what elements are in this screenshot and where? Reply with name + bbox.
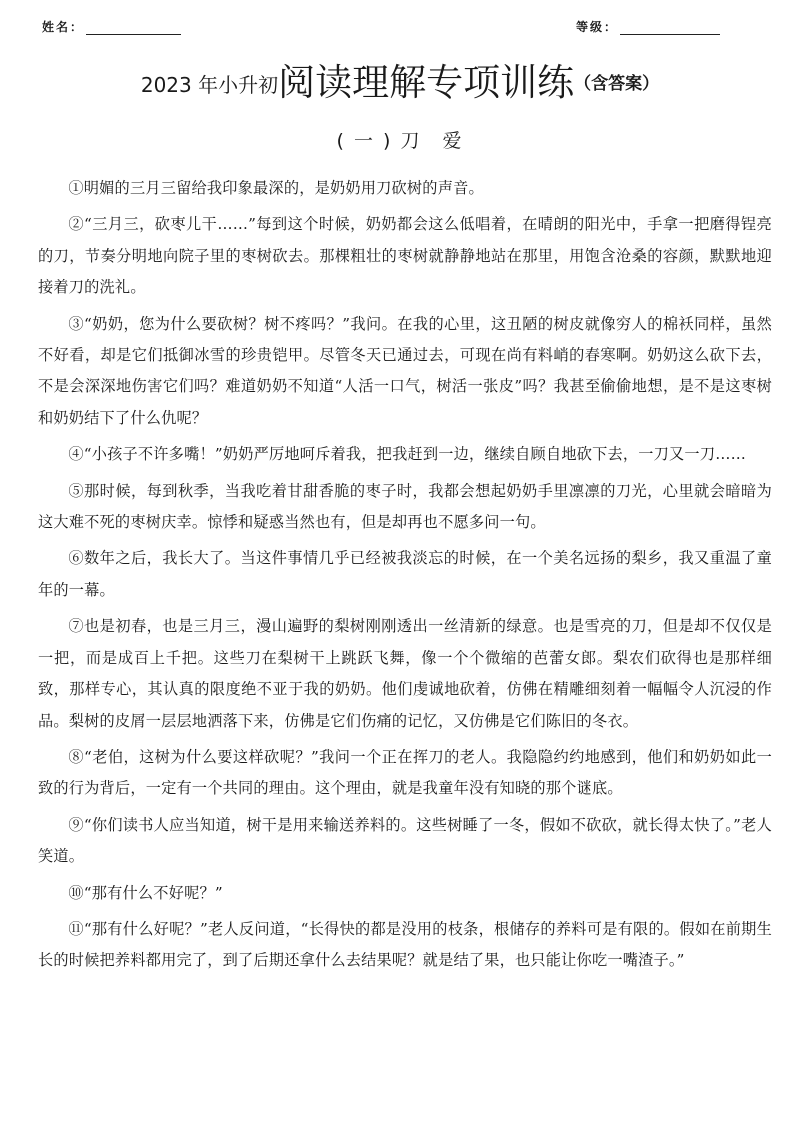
paragraph-7: ⑦也是初春，也是三月三，漫山遍野的梨树刚刚透出一丝清新的绿意。也是雪亮的刀，但是却不仅仅是一把，而是成百上千把。这些刀在梨树干上跳跃飞舞，像一个个微缩的芭蕾女郎。梨农们砍得也是那样细致，那样专心，其认真的限度绝不亚于我的奶奶。他们虔诚地砍着，仿佛在精雕细刻着一幅幅令人沉浸的作品。梨树的皮屑一层层地洒落下来，仿佛是它们伤痛的记忆，又仿佛是它们陈旧的冬衣。 <box>38 617 772 730</box>
grade-blank-line <box>620 20 720 35</box>
name-field <box>42 18 181 35</box>
paragraph-5: ⑤那时候，每到秋季，当我吃着甘甜香脆的枣子时，我都会想起奶奶手里凛凛的刀光，心里就会暗暗为这大难不死的枣树庆幸。惊悸和疑惑当然也有，但是却再也不愿多问一句。 <box>38 481 772 532</box>
name-label: 姓名： <box>42 20 85 34</box>
paragraph-3: ③“奶奶，您为什么要砍树？树不疼吗？”我问。在我的心里，这丑陋的树皮就像穷人的棉袄同样，虽然不好看，却是它们抵御冰雪的珍贵铠甲。尽管冬天已通过去，可现在尚有料峭的春寒啊。奶奶这么砍下去，不是会深深地伤害它们吗？难道奶奶不知道“人活一口气，树活一张皮”吗？我甚至偷偷地想，是不是这枣树和奶奶结下了什么仇呢？ <box>38 314 772 427</box>
article-body <box>38 173 772 982</box>
title-main: 阅读理解专项训练 <box>278 61 575 104</box>
paragraph-10: ⑩“那有什么不好呢？” <box>68 883 223 902</box>
grade-label: 等级： <box>576 20 619 34</box>
title-year: 2023 年小升初 <box>140 73 279 97</box>
paragraph-9: ⑨“你们读书人应当知道，树干是用来输送养料的。这些树睡了一冬，假如不砍砍，就长得太快了。”老人笑道。 <box>38 815 772 866</box>
paragraph-6: ⑥数年之后，我长大了。当这件事情几乎已经被我淡忘的时候，在一个美名远扬的梨乡，我又重温了童年的一幕。 <box>38 549 772 599</box>
header-row <box>0 18 800 40</box>
paragraph-8: ⑧“老伯，这树为什么要这样砍呢？”我问一个正在挥刀的老人。我隐隐约约地感到，他们和奶奶如此一致的行为背后，一定有一个共同的理由。这个理由，就是我童年没有知晓的那个谜底。 <box>38 747 772 798</box>
title-note: （含答案） <box>574 74 660 94</box>
paragraph-2: ②“三月三，砍枣儿干……”每到这个时候，奶奶都会这么低唱着，在晴朗的阳光中，手拿一把磨得锃亮的刀，节奏分明地向院子里的枣树砍去。那棵粗壮的枣树就静静地站在那里，用饱含沧桑的容颜，默默地迎接着刀的洗礼。 <box>38 215 772 297</box>
document-title <box>0 52 800 106</box>
name-blank-line <box>86 20 181 35</box>
grade-field <box>576 18 720 35</box>
section-title: ( 一 ) 刀 爱 <box>336 130 464 152</box>
paragraph-4: ④“小孩子不许多嘴！”奶奶严厉地呵斥着我，把我赶到一边，继续自顾自地砍下去，一刀又一刀…… <box>68 445 746 464</box>
paragraph-11: ⑪“那有什么好呢？”老人反问道，“长得快的都是没用的枝条，根储存的养料可是有限的。假如在前期生长的时候把养料都用完了，到了后期还拿什么去结果呢？就是结了果，也只能让你吃一嘴渣子。” <box>38 919 772 970</box>
paragraph-1: ①明媚的三月三留给我印象最深的，是奶奶用刀砍树的声音。 <box>68 179 484 197</box>
